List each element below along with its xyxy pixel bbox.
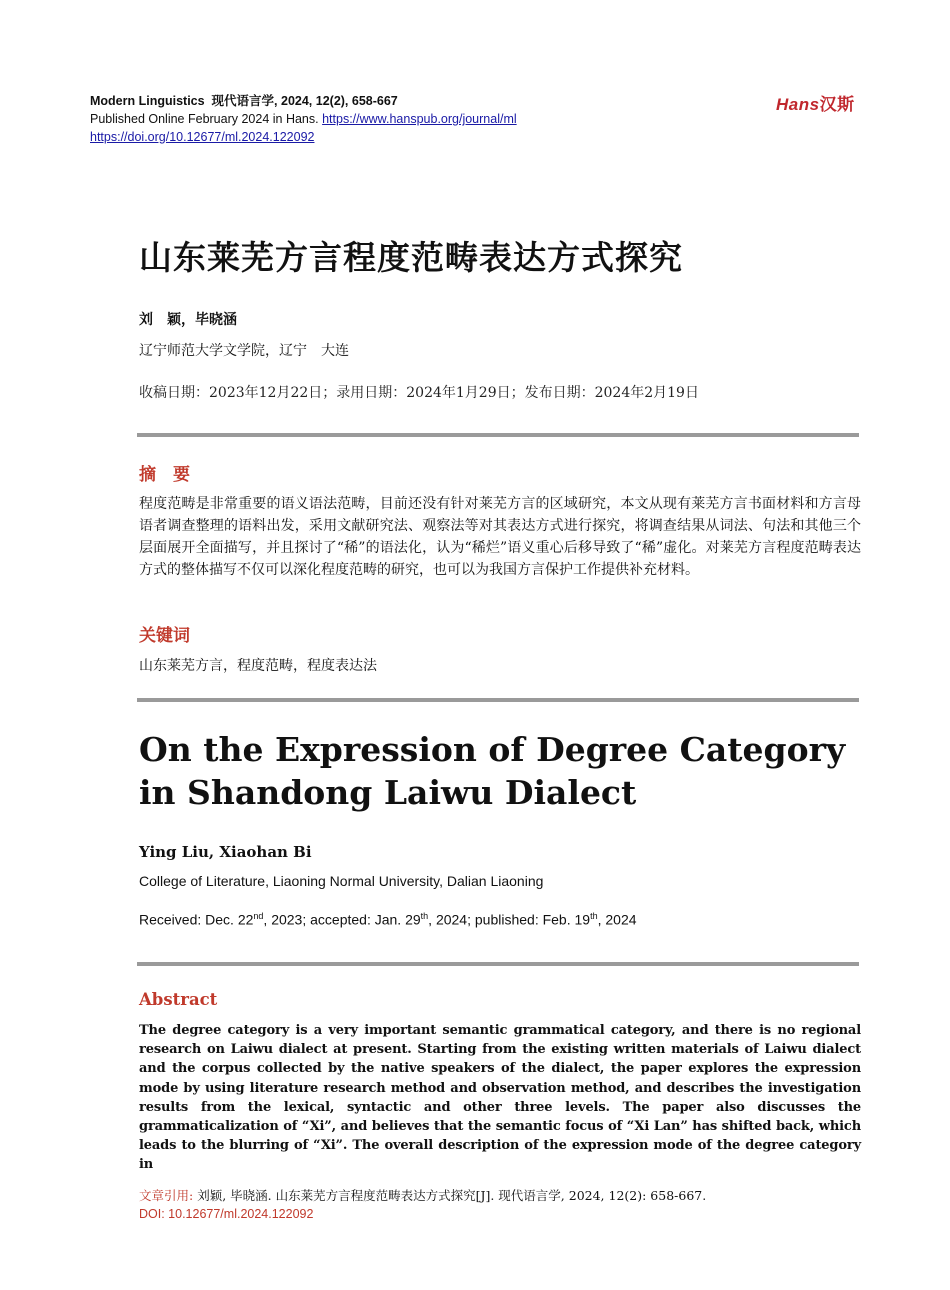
published-year: , 2024 bbox=[597, 911, 637, 928]
en-abstract: The degree category is a very important semantic grammatical category, and there is no regional research on Laiwu dialect at present. Starting from the existing written materials of Laiwu dialect and the corpus collected by the native speakers of the dialect, the paper explores the expression mode by using literature research method and observation method, and describes the investigation results from the lexical, syntactic and other three levels. The paper also discusses the grammaticalization of “Xi”, and believes that the semantic focus of “Xi Lan” has shifted back, which leads to the blurring of “Xi”. The overall description of the expression mode of the degree category in bbox=[139, 1023, 861, 1173]
en-abstract-heading: Abstract bbox=[139, 990, 218, 1009]
cn-authors: 刘 颖，毕晓涵 bbox=[139, 312, 237, 328]
cn-title: 山东莱芜方言程度范畴表达方式探究 bbox=[139, 238, 683, 277]
logo-cn: 汉斯 bbox=[819, 95, 855, 114]
cn-keywords: 山东莱芜方言，程度范畴，程度表达法 bbox=[139, 658, 377, 674]
citation-text: 刘颖, 毕晓涵. 山东莱芜方言程度范畴表达方式探究[J]. 现代语言学, 2024, 12(2): 658-667. bbox=[193, 1188, 707, 1203]
en-authors: Ying Liu, Xiaohan Bi bbox=[139, 843, 312, 861]
journal-header bbox=[90, 92, 517, 146]
journal-issue: 现代语言学, 2024, 12(2), 658-667 bbox=[211, 94, 398, 108]
cn-abstract: 程度范畴是非常重要的语义语法范畴，目前还没有针对莱芜方言的区域研究，本文从现有莱芜方言书面材料和方言母语者调查整理的语料出发，采用文献研究法、观察法等对其表达方式进行探究，将调查结果从词法、句法和其他三个层面展开全面描写，并且探讨了“稀”的语法化，认为“稀烂”语义重心后移导致了“稀”虚化。对莱芜方言程度范畴表达方式的整体描写不仅可以深化程度范畴的研究，也可以为我国方言保护工作提供补充材料。 bbox=[139, 496, 861, 578]
journal-name: Modern Linguistics bbox=[90, 94, 205, 108]
en-dates bbox=[139, 911, 637, 928]
published-text: , 2024; published: Feb. 19 bbox=[428, 911, 591, 928]
received-sup: nd bbox=[253, 911, 264, 921]
logo-latin: Hans bbox=[776, 95, 820, 114]
hans-logo bbox=[776, 90, 855, 115]
divider bbox=[137, 698, 859, 702]
cn-dates: 收稿日期：2023年12月22日；录用日期：2024年1月29日；发布日期：2024年2月19日 bbox=[139, 385, 699, 401]
published-sup: th bbox=[590, 911, 598, 921]
doi-link[interactable]: https://doi.org/10.12677/ml.2024.122092 bbox=[90, 130, 315, 144]
journal-line bbox=[90, 92, 517, 110]
cn-keywords-heading: 关键词 bbox=[139, 626, 190, 646]
accepted-text: , 2023; accepted: Jan. 29 bbox=[263, 911, 421, 928]
published-line bbox=[90, 110, 517, 128]
published-text: Published Online February 2024 in Hans. bbox=[90, 112, 319, 126]
received-text: Received: Dec. 22 bbox=[139, 911, 254, 928]
cn-affiliation: 辽宁师范大学文学院，辽宁 大连 bbox=[139, 343, 349, 359]
footer-doi: DOI: 10.12677/ml.2024.122092 bbox=[139, 1207, 314, 1221]
accepted-sup: th bbox=[420, 911, 429, 921]
divider bbox=[137, 433, 859, 437]
journal-link[interactable]: https://www.hanspub.org/journal/ml bbox=[322, 112, 517, 126]
en-affiliation: College of Literature, Liaoning Normal University, Dalian Liaoning bbox=[139, 873, 544, 889]
footer-citation bbox=[139, 1186, 706, 1224]
en-title: On the Expression of Degree Category in Shandong Laiwu Dialect bbox=[139, 730, 846, 812]
citation-label: 文章引用: bbox=[139, 1188, 194, 1203]
divider bbox=[137, 962, 859, 966]
cn-abstract-heading: 摘 要 bbox=[139, 465, 190, 485]
